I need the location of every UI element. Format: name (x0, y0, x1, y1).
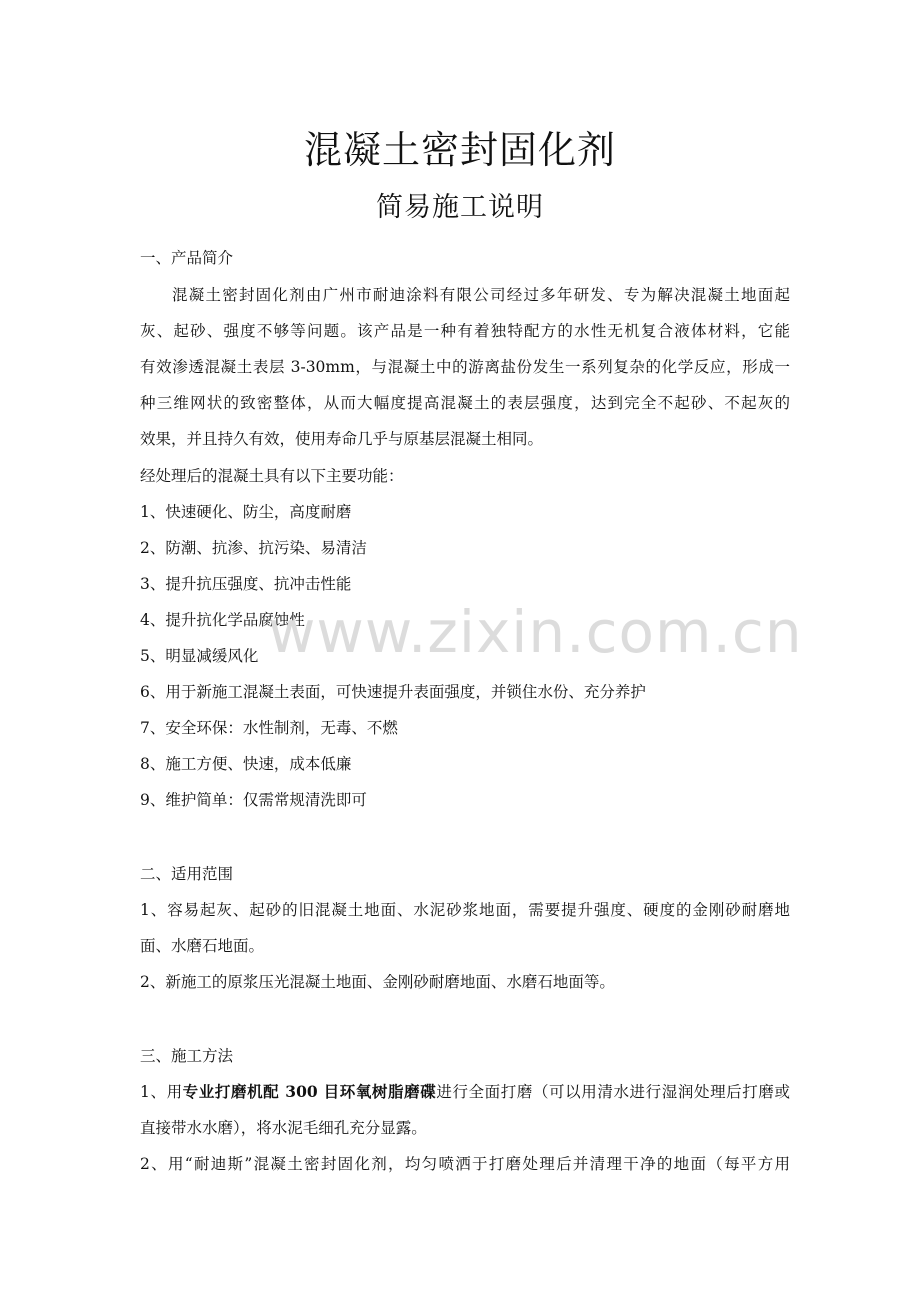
function-item: 5、明显减缓风化 (140, 647, 259, 665)
function-item: 9、维护简单：仅需常规清洗即可 (140, 791, 367, 809)
paragraph-line: 混凝土密封固化剂由广州市耐迪涂料有限公司经过多年研发、专为解决混凝土地面起 (172, 286, 790, 304)
section-heading-intro: 一、产品简介 (140, 249, 234, 267)
function-item: 6、用于新施工混凝土表面，可快速提升表面强度，并锁住水份、充分养护 (140, 683, 646, 701)
paragraph-line: 有效渗透混凝土表层 3-30mm，与混凝土中的游离盐份发生一系列复杂的化学反应，形成一 (140, 358, 790, 376)
paragraph-line: 灰、起砂、强度不够等问题。该产品是一种有着独特配方的水性无机复合液体材料，它能 (140, 322, 790, 340)
paragraph-line: 种三维网状的致密整体，从而大幅度提高混凝土的表层强度，达到完全不起砂、不起灰的 (140, 394, 790, 412)
paragraph-line: 效果，并且持久有效，使用寿命几乎与原基层混凝土相同。 (140, 430, 544, 448)
document-subtitle: 简易施工说明 (376, 192, 544, 223)
step-number: 1、用 (140, 1083, 183, 1101)
method-step-line: 2、用“耐迪斯”混凝土密封固化剂，均匀喷洒于打磨处理后并清理干净的地面（每平方用 (140, 1155, 790, 1173)
function-item: 7、安全环保：水性制剂，无毒、不燃 (140, 719, 398, 737)
section-heading-method: 三、施工方法 (140, 1047, 234, 1065)
function-item: 8、施工方便、快速，成本低廉 (140, 755, 352, 773)
step-text: 进行全面打磨（可以用清水进行湿润处理后打磨或 (436, 1083, 790, 1101)
scope-item-line: 面、水磨石地面。 (140, 937, 265, 955)
function-item: 4、提升抗化学品腐蚀性 (140, 611, 305, 629)
functions-intro: 经处理后的混凝土具有以下主要功能： (140, 467, 404, 485)
section-heading-scope: 二、适用范围 (140, 865, 234, 883)
document-title: 混凝土密封固化剂 (303, 128, 616, 172)
method-step-line: 直接带水水磨），将水泥毛细孔充分显露。 (140, 1119, 427, 1137)
function-item: 3、提升抗压强度、抗冲击性能 (140, 575, 352, 593)
scope-item-line: 1、容易起灰、起砂的旧混凝土地面、水泥砂浆地面，需要提升强度、硬度的金刚砂耐磨地 (140, 901, 790, 919)
watermark: www.zixin.com.cn (268, 598, 803, 666)
function-item: 2、防潮、抗渗、抗污染、易清洁 (140, 539, 367, 557)
bold-tool-text: 专业打磨机配 300 目环氧树脂磨碟 (182, 1082, 437, 1101)
function-item: 1、快速硬化、防尘，高度耐磨 (140, 503, 352, 521)
method-step-line (140, 1081, 790, 1103)
scope-item: 2、新施工的原浆压光混凝土地面、金刚砂耐磨地面、水磨石地面等。 (140, 973, 615, 991)
